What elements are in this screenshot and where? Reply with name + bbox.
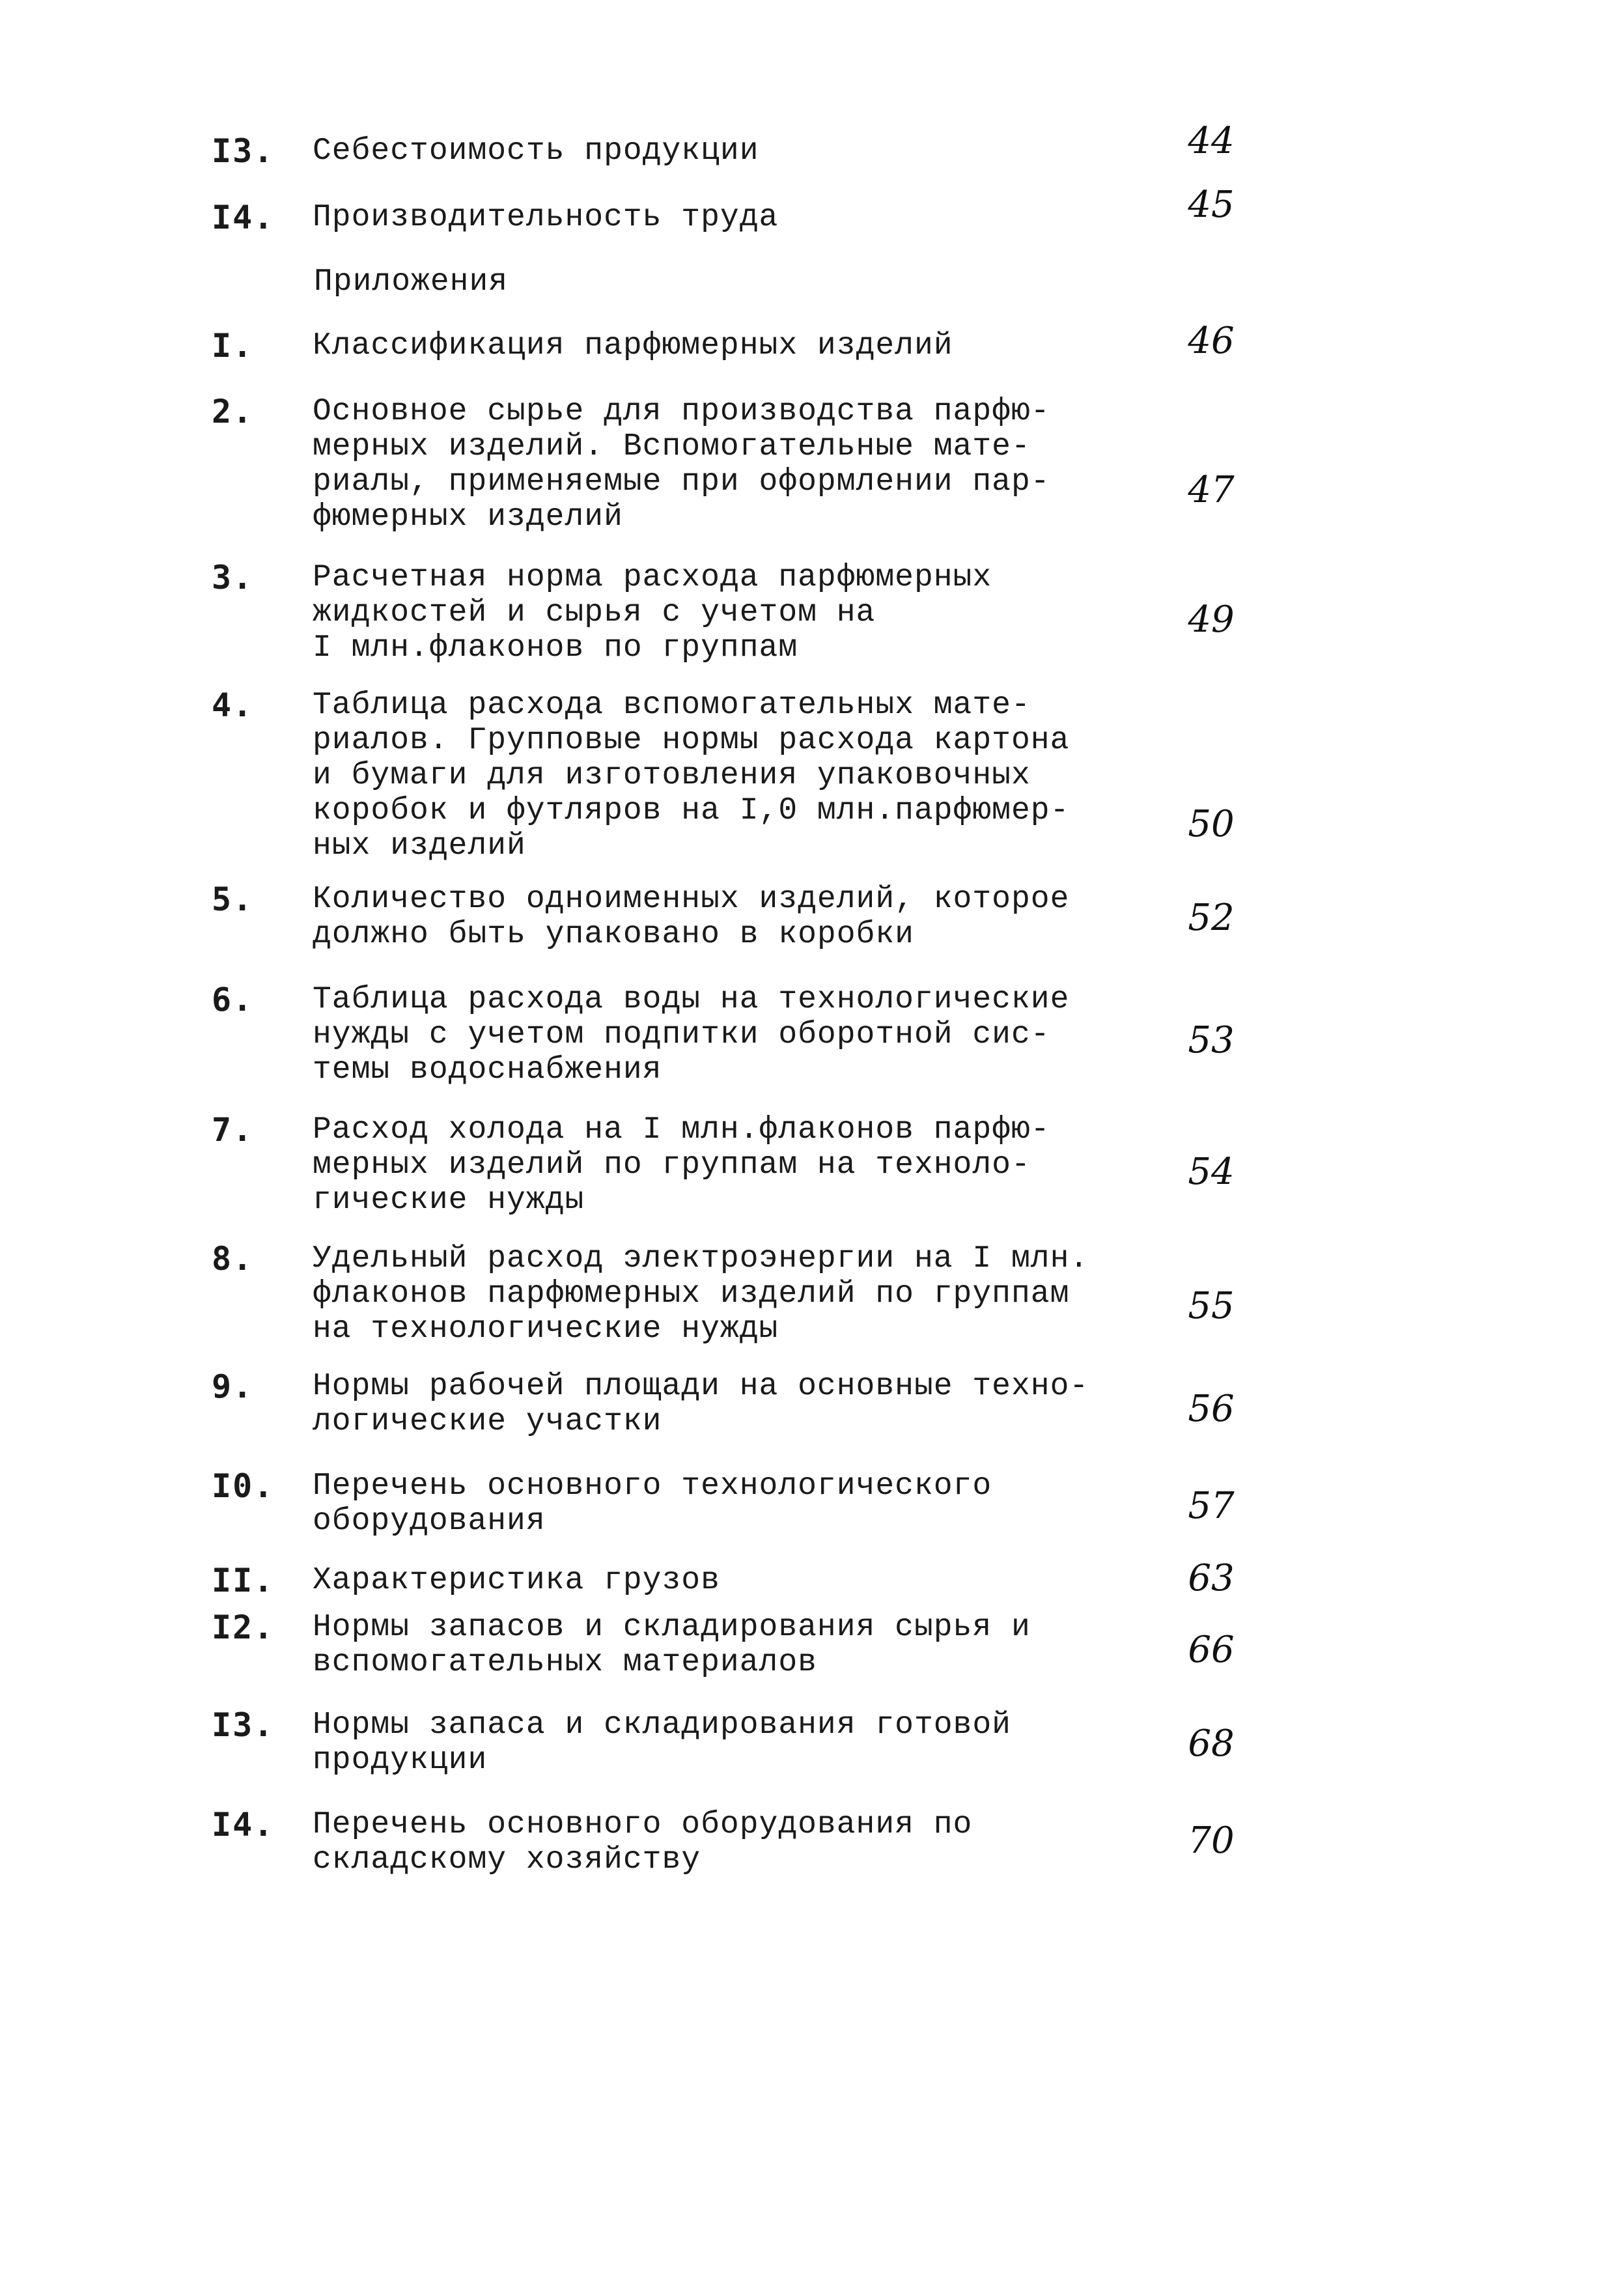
entry-title: Производительность труда <box>313 200 779 235</box>
entry-number: I3. <box>212 1706 275 1744</box>
entry-number: 4. <box>212 686 254 724</box>
entry-page-number: 66 <box>1188 1629 1235 1671</box>
entry-title: Классификация парфюмерных изделий <box>313 328 953 363</box>
entry-title: Таблица расхода воды на технологические нужды с учетом подпитки оборотной сис- темы водоснабжения <box>313 982 1070 1088</box>
entry-title: Нормы рабочей площади на основные техно- логические участки <box>313 1369 1089 1439</box>
entry-page-number: 47 <box>1188 469 1235 511</box>
entry-page-number: 45 <box>1188 184 1235 226</box>
entry-page-number: 55 <box>1188 1285 1235 1327</box>
entry-number: 5. <box>212 880 254 918</box>
entry-number: I4. <box>212 199 275 236</box>
entry-page-number: 63 <box>1188 1557 1235 1599</box>
entry-title: Количество одноименных изделий, которое должно быть упаковано в коробки <box>313 882 1070 952</box>
entry-page-number: 44 <box>1188 120 1235 162</box>
entry-number: 9. <box>212 1368 254 1405</box>
entry-title: Нормы запасов и складирования сырья и вспомогательных материалов <box>313 1610 1031 1680</box>
entry-title: Таблица расхода вспомогательных мате- риалов. Групповые нормы расхода картона и бумаги для изготовления упаковочных коробок и футляров на I,0 млн.парфюмер- ных изделий <box>313 688 1070 864</box>
entry-number: 3. <box>212 559 254 597</box>
entry-title: Расчетная норма расхода парфюмерных жидкостей и сырья с учетом на I млн.флаконов по группам <box>313 560 992 666</box>
entry-page-number: 49 <box>1188 598 1235 641</box>
entry-number: 2. <box>212 393 254 430</box>
entry-page-number: 53 <box>1188 1019 1235 1061</box>
entry-page-number: 54 <box>1188 1151 1235 1193</box>
entry-title: Характеристика грузов <box>313 1563 720 1598</box>
entry-number: 8. <box>212 1240 254 1278</box>
entry-number: I. <box>212 327 254 365</box>
entry-page-number: 56 <box>1188 1388 1235 1430</box>
entry-page-number: 52 <box>1188 897 1235 939</box>
entry-number: II. <box>212 1562 275 1599</box>
entry-title: Основное сырье для производства парфю- мерных изделий. Вспомогательные мате- риалы, применяемые при оформлении пар- фюмерных изделий <box>313 394 1050 535</box>
entry-page-number: 57 <box>1188 1485 1235 1527</box>
entry-title: Расход холода на I млн.флаконов парфю- мерных изделий по группам на техноло- гические нужды <box>313 1112 1050 1218</box>
entry-number: I0. <box>212 1467 275 1505</box>
entry-title: Себестоимость продукции <box>313 134 759 169</box>
entry-page-number: 68 <box>1188 1722 1235 1765</box>
entry-page-number: 70 <box>1188 1820 1235 1862</box>
entry-number: 6. <box>212 981 254 1019</box>
entry-title: Перечень основного технологического оборудования <box>313 1469 992 1539</box>
entry-page-number: 50 <box>1188 803 1235 845</box>
entry-number: I4. <box>212 1806 275 1844</box>
appendix-heading: Приложения <box>314 264 509 300</box>
entry-page-number: 46 <box>1188 320 1235 362</box>
entry-title: Нормы запаса и складирования готовой продукции <box>313 1708 1011 1778</box>
entry-number: 7. <box>212 1111 254 1149</box>
entry-number: I3. <box>212 132 275 170</box>
entry-title: Перечень основного оборудования по складскому хозяйству <box>313 1807 973 1877</box>
entry-title: Удельный расход электроэнергии на I млн. флаконов парфюмерных изделий по группам на технологические нужды <box>313 1241 1089 1347</box>
entry-number: I2. <box>212 1609 275 1646</box>
